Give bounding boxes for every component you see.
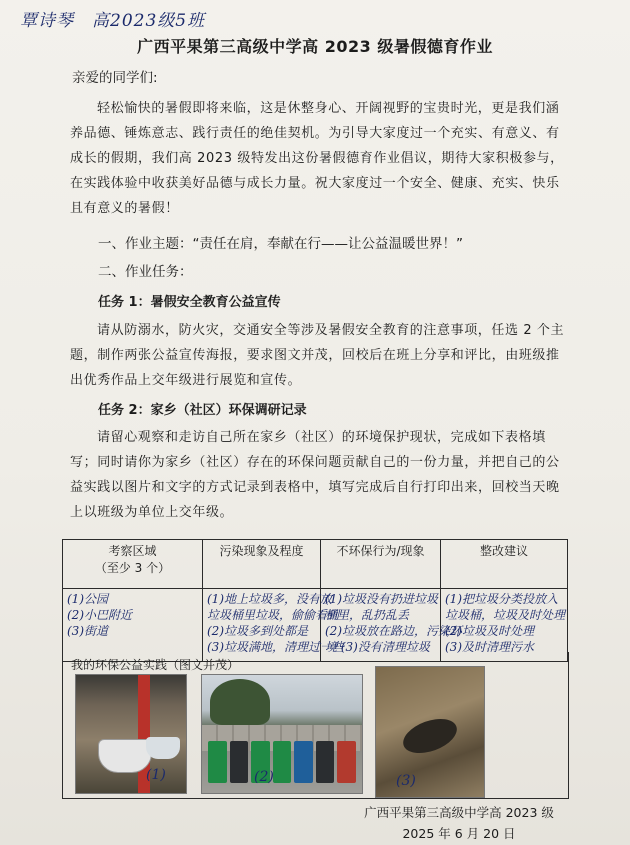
red-bin	[337, 741, 356, 783]
greeting: 亲爱的同学们:	[72, 70, 158, 86]
cell-behavior	[321, 589, 462, 662]
behavior-line: (1)垃圾没有扔进垃圾	[325, 592, 438, 606]
header-pollution: 污染现象及程度	[203, 540, 321, 589]
black-bin	[230, 741, 249, 783]
environment-survey-table	[62, 539, 568, 662]
task1-title: 任务 1：暑假安全教育公益宣传	[98, 295, 281, 310]
green-bin	[208, 741, 227, 783]
pollution-line: 垃圾桶里垃圾，偷偷看到	[207, 608, 340, 622]
tasks-heading: 二、作业任务：	[98, 264, 193, 280]
page-title: 广西平果第三高级中学高 2023 级暑假德育作业	[137, 37, 493, 56]
suggestion-line: (2)垃圾及时处理	[445, 624, 534, 638]
area-item: (1)公园	[67, 592, 108, 606]
intro-paragraph: 轻松愉快的暑假即将来临，这是休整身心、开阔视野的宝贵时光，更是我们涵养品德、锤炼意志、践行责任的绝佳契机。为引导大家度过一个充实、有意义、有成长的假期，我们高 2023 级特发出这份暑假德育作业倡议，期待大家积极参与，在实践体验中收获美好品德与成长力量。祝大家度过一个安全、健康、充实、快乐且有意义的暑假！	[70, 101, 564, 216]
green-bin	[273, 741, 292, 783]
suggestion-line: (3)及时清理污水	[445, 640, 534, 654]
photo-section	[62, 652, 569, 799]
header-behavior: 不环保行为/现象	[321, 540, 441, 589]
pollution-line: (3)垃圾满地，清理过一些	[207, 640, 344, 654]
photo-number: (3)	[396, 773, 416, 789]
white-basin-shape	[98, 739, 152, 773]
suggestion-line: (1)把垃圾分类投放入	[445, 592, 558, 606]
header-suggestion: 整改建议	[441, 540, 568, 589]
task1-body: 请从防溺水，防火灾，交通安全等涉及暑假安全教育的注意事项，任选 2 个主题，制作两张公益宣传海报，要求图文并茂，回校后在班上分享和评比，由班级推出优秀作品上交年级进行展览和宣传。	[70, 323, 565, 388]
puddle-shape	[399, 712, 462, 759]
signature-date: 2025 年 6 月 20 日	[402, 826, 516, 841]
photo-basins	[75, 674, 187, 794]
cell-pollution	[203, 589, 344, 662]
task2-body: 请留心观察和走访自己所在家乡（社区）的环境保护现状，完成如下表格填写；同时请你为家乡（社区）存在的环保问题贡献自己的一份力量，并把自己的公益实践以图片和文字的方式记录到表格中，填写完成后自行打印出来，回校当天晚上以班级为单位上交年级。	[70, 430, 560, 520]
theme-heading: 一、作业主题：“责任在肩，奉献在行——让公益温暖世界！”	[98, 236, 463, 252]
pollution-line: (2)垃圾多到处都是	[207, 624, 308, 638]
behavior-line: (2)垃圾放在路边，污染环	[325, 624, 462, 638]
area-item: (2)小巴附近	[67, 608, 132, 622]
signature-org: 广西平果第三高级中学高 2023 级	[364, 805, 554, 820]
blue-basin-shape	[146, 737, 180, 759]
header-area: 考察区域 （至少 3 个）	[63, 540, 203, 589]
photo-number: (2)	[254, 769, 274, 785]
cell-suggestion	[441, 589, 568, 662]
photo-puddle-ground	[375, 666, 485, 798]
pollution-line: (1)地上垃圾多，没有放	[207, 592, 332, 606]
tree-shape	[210, 679, 270, 725]
photo-trash-bins	[201, 674, 363, 794]
behavior-line: 境 (3)没有清理垃圾	[325, 640, 430, 654]
blue-bin	[294, 741, 313, 783]
trash-bins-row	[208, 741, 356, 783]
black-bin	[316, 741, 335, 783]
task2-title: 任务 2：家乡（社区）环保调研记录	[98, 403, 307, 418]
photo-number: (1)	[146, 767, 166, 783]
area-item: (3)街道	[67, 624, 108, 638]
suggestion-line: 垃圾桶，垃圾及时处理	[445, 608, 566, 622]
student-name-handwriting: 覃诗琴 高2023级5班	[20, 11, 206, 31]
photo-section-label: 我的环保公益实践（图文并茂）	[71, 658, 240, 672]
cell-area	[63, 589, 203, 662]
behavior-line: 桶里，乱扔乱丢	[325, 608, 410, 622]
